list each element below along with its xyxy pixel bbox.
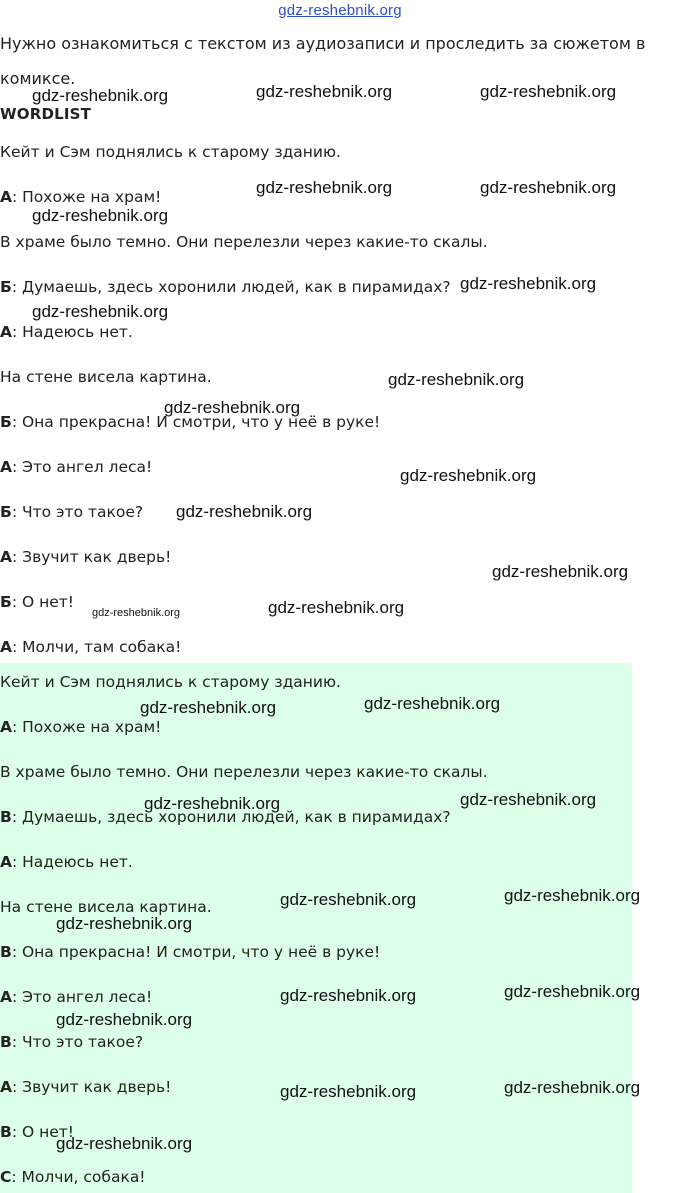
block1-line (0, 367, 212, 387)
speaker-label: Б (0, 503, 12, 521)
line-text: : Надеюсь нет. (12, 853, 133, 871)
line-text: : Похоже на храм! (12, 188, 162, 206)
watermark: gdz-reshebnik.org (492, 562, 629, 581)
block2-line (0, 852, 133, 872)
watermark: gdz-reshebnik.org (256, 178, 393, 197)
block2-line (0, 942, 380, 962)
speaker-label: А (0, 853, 12, 871)
block2-line (0, 1077, 171, 1097)
line-text: : Что это такое? (11, 1033, 144, 1051)
watermark: gdz-reshebnik.org (92, 607, 181, 619)
watermark: gdz-reshebnik.org (480, 82, 617, 101)
watermark: gdz-reshebnik.org (164, 398, 301, 417)
block1-line (0, 142, 341, 162)
block2-line (0, 1167, 146, 1187)
speaker-label: А (0, 188, 12, 206)
watermark: gdz-reshebnik.org (504, 886, 641, 905)
line-text: На стене висела картина. (0, 898, 212, 916)
line-text: : Звучит как дверь! (12, 548, 172, 566)
speaker-label: А (0, 988, 12, 1006)
block2-line (0, 1032, 143, 1052)
block1-line (0, 277, 451, 297)
watermark: gdz-reshebnik.org (280, 986, 417, 1005)
block1-line (0, 232, 488, 252)
watermark: gdz-reshebnik.org (280, 890, 417, 909)
watermark: gdz-reshebnik.org (56, 1134, 193, 1153)
watermark: gdz-reshebnik.org (176, 502, 313, 521)
line-text: : О нет! (11, 593, 75, 611)
intro-line-1: Нужно ознакомиться с текстом из аудиозаписи и проследить за сюжетом в (0, 34, 646, 53)
watermark: gdz-reshebnik.org (32, 302, 169, 321)
site-header-link[interactable]: gdz-reshebnik.org (278, 2, 402, 19)
watermark: gdz-reshebnik.org (280, 1082, 417, 1101)
line-text: : Молчи, собака! (11, 1168, 146, 1186)
line-text: : Надеюсь нет. (12, 323, 133, 341)
line-text: : Она прекрасна! И смотри, что у неё в руке! (11, 943, 381, 961)
speaker-label: А (0, 718, 12, 736)
wordlist-heading: WORDLIST (0, 105, 92, 123)
line-text: На стене висела картина. (0, 368, 212, 386)
line-text: : Молчи, там собака! (12, 638, 182, 656)
block1-line (0, 502, 143, 522)
watermark: gdz-reshebnik.org (144, 794, 281, 813)
line-text: : Похоже на храм! (12, 718, 162, 736)
watermark: gdz-reshebnik.org (460, 790, 597, 809)
speaker-label: Б (0, 278, 12, 296)
watermark: gdz-reshebnik.org (504, 1078, 641, 1097)
line-text: Кейт и Сэм поднялись к старому зданию. (0, 673, 341, 691)
block1-line (0, 637, 181, 657)
watermark: gdz-reshebnik.org (400, 466, 537, 485)
speaker-label: А (0, 638, 12, 656)
block1-line (0, 322, 133, 342)
line-text: В храме было темно. Они перелезли через какие-то скалы. (0, 233, 488, 251)
line-text: Кейт и Сэм поднялись к старому зданию. (0, 143, 341, 161)
speaker-label: А (0, 323, 12, 341)
line-text: : Что это такое? (11, 503, 144, 521)
line-text: : Думаешь, здесь хоронили людей, как в пирамидах? (11, 278, 451, 296)
speaker-label: В (0, 1033, 12, 1051)
watermark: gdz-reshebnik.org (32, 86, 169, 105)
line-text: : Звучит как дверь! (12, 1078, 172, 1096)
watermark: gdz-reshebnik.org (56, 1010, 193, 1029)
block1-line (0, 457, 152, 477)
block2-line (0, 717, 161, 737)
watermark: gdz-reshebnik.org (256, 82, 393, 101)
watermark: gdz-reshebnik.org (32, 206, 169, 225)
watermark: gdz-reshebnik.org (268, 598, 405, 617)
intro-line-2: комиксе. (0, 69, 76, 88)
speaker-label: С (0, 1168, 12, 1186)
block1-line (0, 547, 171, 567)
block2-line (0, 987, 152, 1007)
watermark: gdz-reshebnik.org (56, 914, 193, 933)
line-text: : Она прекрасна! И смотри, что у неё в руке! (11, 413, 381, 431)
block1-line (0, 187, 161, 207)
speaker-label: В (0, 1123, 12, 1141)
speaker-label: В (0, 808, 12, 826)
speaker-label: А (0, 548, 12, 566)
speaker-label: Б (0, 413, 12, 431)
line-text: : Это ангел леса! (12, 458, 153, 476)
watermark: gdz-reshebnik.org (480, 178, 617, 197)
speaker-label: А (0, 458, 12, 476)
watermark: gdz-reshebnik.org (388, 370, 525, 389)
watermark: gdz-reshebnik.org (460, 274, 597, 293)
line-text: В храме было темно. Они перелезли через какие-то скалы. (0, 763, 488, 781)
line-text: : О нет! (11, 1123, 75, 1141)
watermark: gdz-reshebnik.org (140, 698, 277, 717)
speaker-label: В (0, 943, 12, 961)
line-text: : Это ангел леса! (12, 988, 153, 1006)
speaker-label: А (0, 1078, 12, 1096)
watermark: gdz-reshebnik.org (504, 982, 641, 1001)
watermark: gdz-reshebnik.org (364, 694, 501, 713)
line-text: : Думаешь, здесь хоронили людей, как в пирамидах? (11, 808, 451, 826)
block2-line (0, 672, 341, 692)
block1-line (0, 592, 74, 612)
speaker-label: Б (0, 593, 12, 611)
block2-line (0, 762, 488, 782)
